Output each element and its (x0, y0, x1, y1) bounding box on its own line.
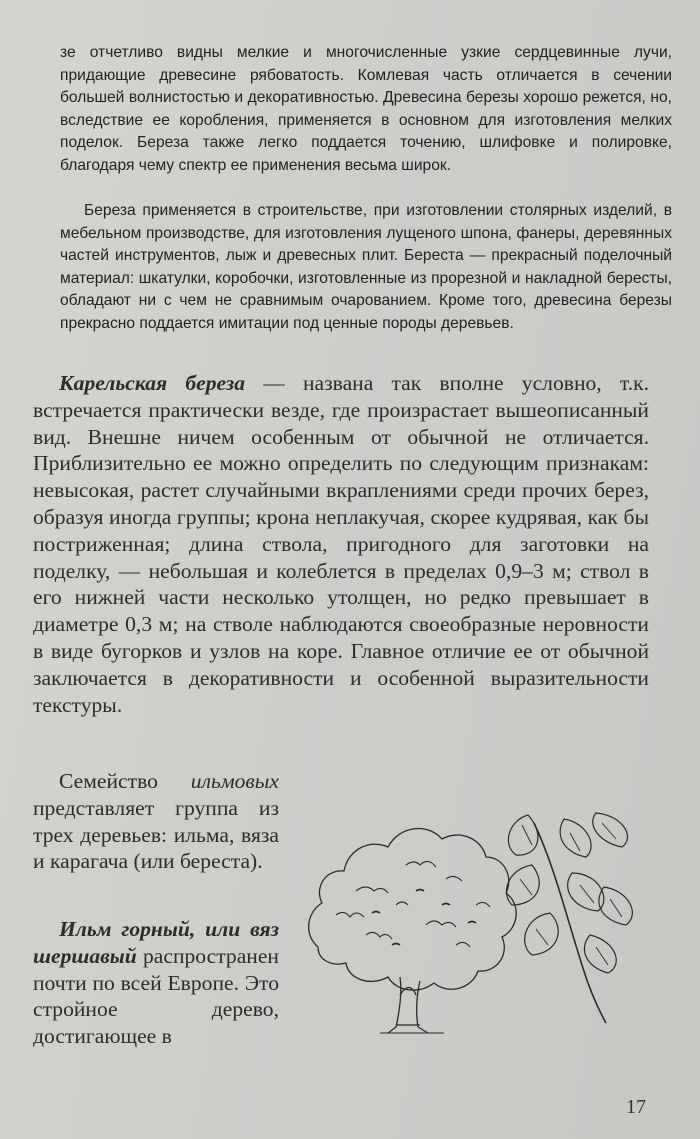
paragraph-text: Береза применяется в строительстве, при изготовлении столярных изделий, в мебельном производстве, для изготовления лущеного шпона, фанеры, деревянных частей инструментов, лыж и древесных плит. Береста — прекрасный поделочный материал: шкатулки, коробочки, изготовленные из прорезной и накладной бересты, обладают ни с чем не сравнимым очарованием. Кроме того, древесина березы прекрасно поддается имитации под ценные породы деревьев. (60, 202, 672, 332)
elm-tree-icon (309, 829, 517, 1033)
term-mountain-elm: Ильм горный, или вяз шершавый (33, 917, 279, 968)
term-elm-family: ильмовых (190, 769, 279, 793)
page-number: 17 (626, 1096, 646, 1118)
paragraph-karelian-birch (33, 370, 649, 718)
paragraph-elm-family (33, 768, 279, 875)
paragraph-text: распространен почти по всей Европе. Это стройное дерево, достигающее в (33, 943, 279, 1049)
paragraph-mountain-elm (33, 916, 279, 1050)
term-karelian-birch: Карельская береза (59, 371, 246, 395)
paragraph-text: представляет группа из трех деревьев: ильма, вяза и карагача (или береста). (33, 795, 279, 874)
paragraph-text: Семейство (59, 769, 191, 793)
paragraph-text: зе отчетливо видны мелкие и многочисленные узкие сердцевинные лучи, придающие древесине рябоватость. Комлевая часть отличается в сечении большей волнистостью и декоративностью. Древесина березы хорошо режется, но, вследствие ее коробления, применяется в основном для изготовления мелких поделок. Береза также легко поддается точению, шлифовке и полировке, благодаря чему спектр ее применения весьма широк. (60, 44, 672, 174)
paragraph-birch-wood-properties (60, 42, 672, 177)
paragraph-text: — названа так вполне условно, т.к. встречается практически везде, где произрастает вышеописанный вид. Внешне ничем особенным от обычной не отличается. Приблизительно ее можно определить по следующим признакам: невысокая, растет случайными вкраплениями среди прочих берез, образуя иногда группы; крона неплакучая, скорее кудрявая, как бы постриженная; длина ствола, пригодного для заготовки на поделку, — небольшая и колеблется в пределах 0,9–3 м; ствол в его нижней части несколько утолщен, но редко превышает в диаметре 0,3 м; на стволе наблюдаются своеобразные неровности в виде бугорков и узлов на коре. Главное отличие ее от обычной заключается в декоративности и особенной выразительности текстуры. (33, 371, 649, 717)
elm-branch-icon (506, 813, 632, 1023)
elm-illustration (296, 795, 662, 1057)
paragraph-birch-uses (60, 200, 672, 335)
